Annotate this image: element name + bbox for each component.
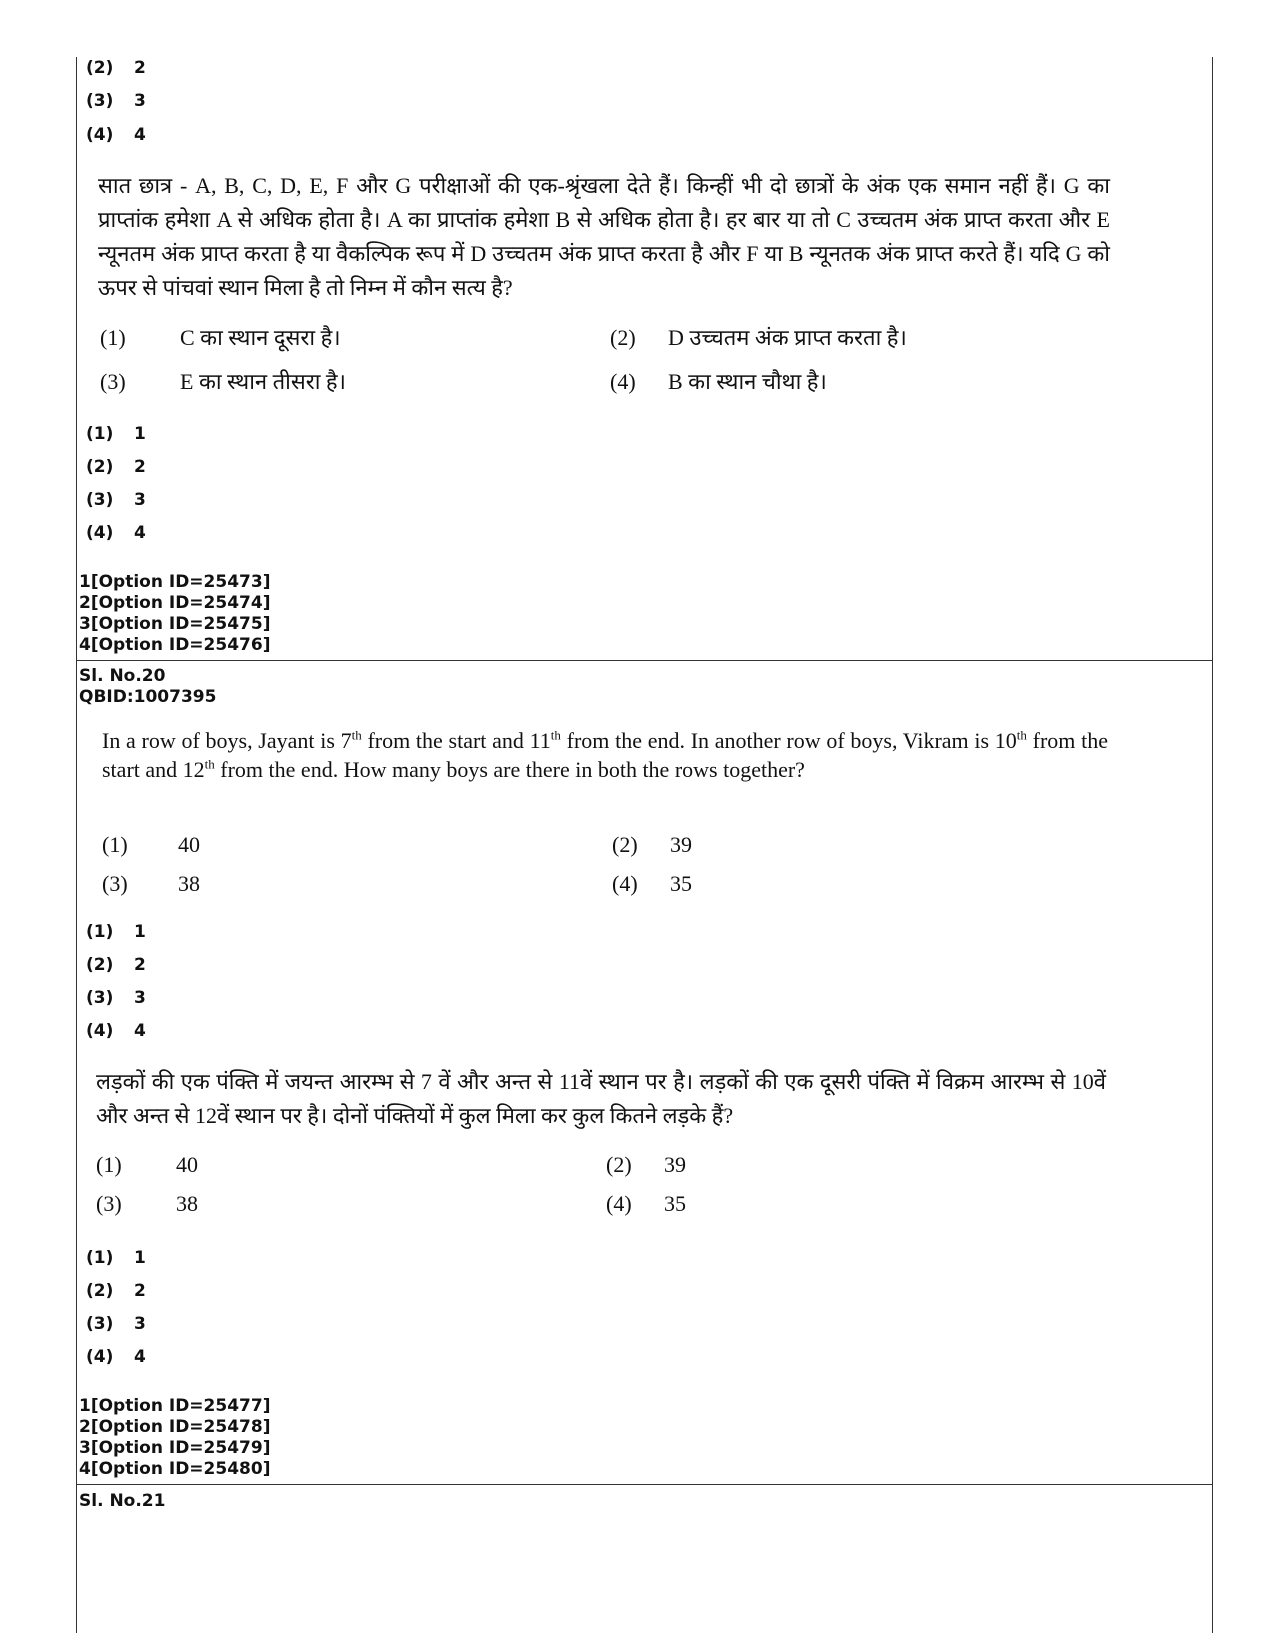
section-divider <box>76 660 1213 661</box>
answer-item: (3) 3 <box>86 91 146 111</box>
answer-item: (4) 4 <box>86 125 146 145</box>
question-text-hindi: सात छात्र - A, B, C, D, E, F और G परीक्षाओं की एक-श्रृंखला देते हैं। किन्हीं भी दो छात्रों के अंक एक समान नहीं हैं। G का प्राप्तांक हमेशा A से अधिक होता है। A का प्राप्तांक हमेशा B से अधिक होता है। हर बार या तो C उच्चतम अंक प्राप्त करता और E न्यूनतम अंक प्राप्त करता है या वैकल्पिक रूप में D उच्चतम अंक प्राप्त करता है और F या B न्यूनतक अंक प्राप्त करते हैं। यदि G को ऊपर से पांचवां स्थान मिला है तो निम्न में कौन सत्य है? <box>98 173 1110 300</box>
option-id: 3[Option ID=25479] <box>79 1438 271 1458</box>
option-2: (2) 39 <box>606 1152 686 1177</box>
answer-item: (4) 4 <box>86 1021 146 1041</box>
option-1: (1) C का स्थान दूसरा है। <box>100 325 341 350</box>
answer-item: (1) 1 <box>86 424 146 444</box>
option-3: (3) E का स्थान तीसरा है। <box>100 369 346 394</box>
option-id: 1[Option ID=25473] <box>79 572 271 592</box>
option-id: 3[Option ID=25475] <box>79 614 271 634</box>
answer-item: (3) 3 <box>86 490 146 510</box>
answer-item: (1) 1 <box>86 1248 146 1268</box>
answer-item: (2) 2 <box>86 955 146 975</box>
option-3: (3) 38 <box>102 871 200 896</box>
answer-item: (2) 2 <box>86 457 146 477</box>
qbid: QBID:1007395 <box>79 687 217 707</box>
option-id: 4[Option ID=25480] <box>79 1459 271 1479</box>
option-id: 2[Option ID=25474] <box>79 593 271 613</box>
option-4: (4) B का स्थान चौथा है। <box>610 369 827 394</box>
serial-number: Sl. No.20 <box>79 666 166 686</box>
answer-item: (4) 4 <box>86 1347 146 1367</box>
answer-item: (1) 1 <box>86 922 146 942</box>
option-id: 2[Option ID=25478] <box>79 1417 271 1437</box>
option-4: (4) 35 <box>606 1191 686 1216</box>
answer-item: (2) 2 <box>86 1281 146 1301</box>
right-border <box>1212 57 1213 1633</box>
option-id: 4[Option ID=25476] <box>79 635 271 655</box>
answer-item: (3) 3 <box>86 1314 146 1334</box>
option-id: 1[Option ID=25477] <box>79 1396 271 1416</box>
option-1: (1) 40 <box>102 832 200 857</box>
answer-item: (4) 4 <box>86 523 146 543</box>
answer-item: (2) 2 <box>86 58 146 78</box>
serial-number: Sl. No.21 <box>79 1491 166 1511</box>
question-text-english: In a row of boys, Jayant is 7th from the start and 11th from the end. In another row of boys, Vikram is 10th from the start and 12th from the end. How many boys are there in both the rows together? <box>102 727 1108 782</box>
option-2: (2) D उच्चतम अंक प्राप्त करता है। <box>610 325 907 350</box>
option-1: (1) 40 <box>96 1152 198 1177</box>
option-3: (3) 38 <box>96 1191 198 1216</box>
answer-item: (3) 3 <box>86 988 146 1008</box>
option-4: (4) 35 <box>612 871 692 896</box>
option-2: (2) 39 <box>612 832 692 857</box>
section-divider <box>76 1484 1213 1485</box>
question-text-hindi: लड़कों की एक पंक्ति में जयन्त आरम्भ से 7 वें और अन्त से 11वें स्थान पर है। लड़कों की एक दूसरी पंक्ति में विक्रम आरम्भ से 10वें और अन्त से 12वें स्थान पर है। दोनों पंक्तियों में कुल मिला कर कुल कितने लड़के हैं? <box>96 1069 1106 1128</box>
left-border <box>76 57 77 1633</box>
